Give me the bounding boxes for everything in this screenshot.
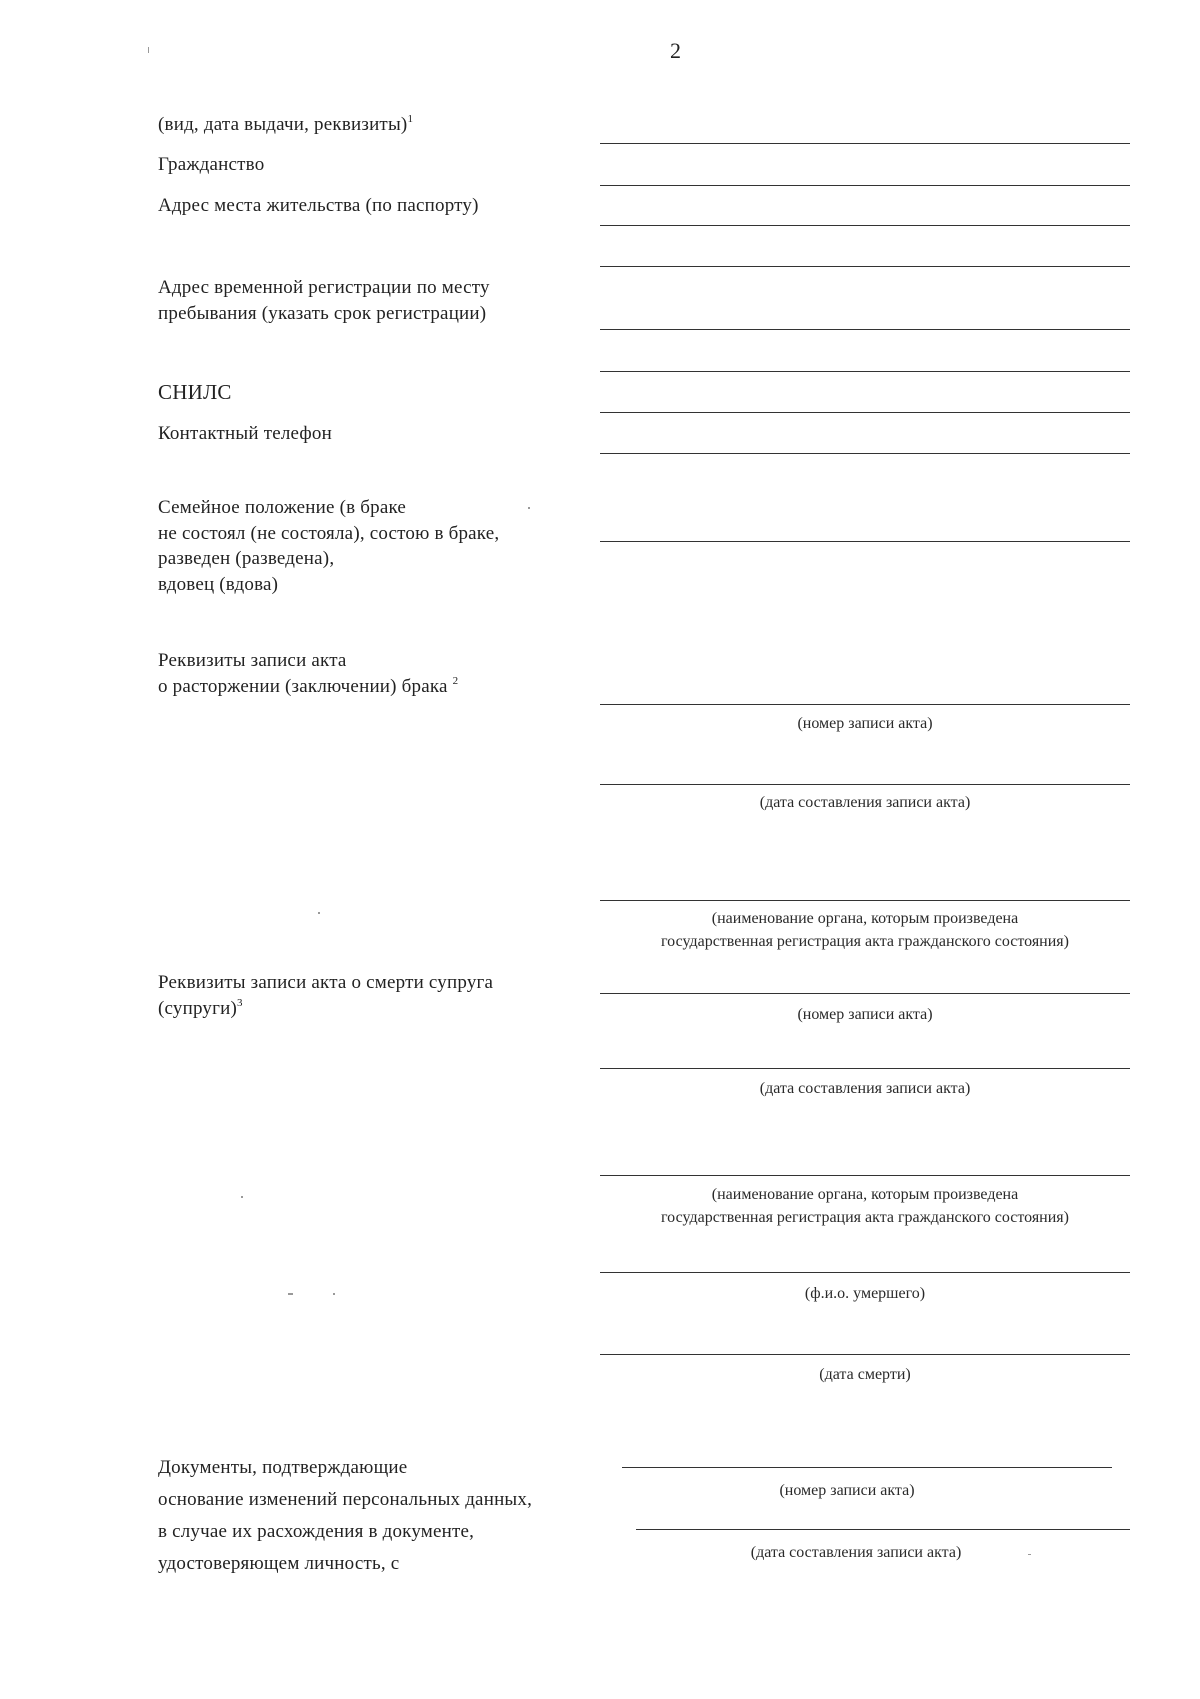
scan-speck	[241, 1196, 243, 1198]
temp-registration-label-line2: пребывания (указать срок регистрации)	[158, 303, 487, 324]
death-record-label-line1: Реквизиты записи акта о смерти супруга	[158, 972, 494, 993]
deceased-name-caption: (ф.и.о. умершего)	[804, 1285, 926, 1302]
death-authority-caption-line2: государственная регистрация акта гражданского состояния)	[661, 1209, 1069, 1226]
temp-registration-label-line1: Адрес временной регистрации по месту	[158, 277, 490, 298]
citizenship-label: Гражданство	[158, 154, 265, 175]
snils-label: СНИЛС	[158, 380, 232, 404]
marriage-record-number-line[interactable]	[600, 704, 1130, 705]
marriage-record-date-line[interactable]	[600, 784, 1130, 785]
id-document-input-line[interactable]	[600, 143, 1130, 144]
death-record-number-line[interactable]	[600, 993, 1130, 994]
marriage-record-label-line1: Реквизиты записи акта	[158, 650, 347, 671]
death-record-number-caption: (номер записи акта)	[797, 1006, 933, 1023]
scan-speck	[288, 1293, 293, 1295]
phone-input-line[interactable]	[600, 453, 1130, 454]
documents-record-number-caption: (номер записи акта)	[779, 1482, 915, 1499]
marriage-authority-caption-line2: государственная регистрация акта гражданского состояния)	[661, 933, 1069, 950]
documents-label-line4: удостоверяющем личность, с	[158, 1553, 400, 1574]
temp-registration-input-line[interactable]	[600, 329, 1130, 330]
marital-status-label-line4: вдовец (вдова)	[158, 574, 279, 595]
death-date-line[interactable]	[600, 1354, 1130, 1355]
scan-speck	[1028, 1554, 1031, 1555]
marital-status-label-line1: Семейное положение (в браке	[158, 497, 407, 518]
citizenship-input-line[interactable]	[600, 185, 1130, 186]
documents-record-date-line[interactable]	[636, 1529, 1130, 1530]
page-number: 2	[670, 38, 681, 63]
marriage-record-date-caption: (дата составления записи акта)	[759, 794, 971, 811]
marriage-record-label-line2: о расторжении (заключении) брака $^2$	[158, 675, 459, 697]
marital-status-input-line[interactable]	[600, 541, 1130, 542]
death-authority-caption-line1: (наименование органа, которым произведена	[711, 1186, 1019, 1203]
marital-status-label-line2: не состоял (не состояла), состою в браке,	[158, 523, 500, 544]
death-record-label-line2: (супруги)$^3$	[158, 997, 243, 1019]
death-record-date-line[interactable]	[600, 1068, 1130, 1069]
marital-status-label-line3: разведен (разведена),	[158, 548, 335, 569]
scan-speck	[148, 47, 149, 53]
documents-label-line2: основание изменений персональных данных,	[158, 1489, 533, 1510]
residence-address-input-line[interactable]	[600, 225, 1130, 226]
documents-record-date-caption: (дата составления записи акта)	[750, 1544, 962, 1561]
death-date-caption: (дата смерти)	[819, 1366, 911, 1383]
documents-label-line1: Документы, подтверждающие	[158, 1457, 408, 1478]
death-record-date-caption: (дата составления записи акта)	[759, 1080, 971, 1097]
documents-record-number-line[interactable]	[622, 1467, 1112, 1468]
deceased-name-line[interactable]	[600, 1272, 1130, 1273]
temp-registration-input-line-2[interactable]	[600, 371, 1130, 372]
marriage-authority-caption-line1: (наименование органа, которым произведена	[711, 910, 1019, 927]
snils-input-line[interactable]	[600, 412, 1130, 413]
marriage-record-number-caption: (номер записи акта)	[797, 715, 933, 732]
id-document-label: (вид, дата выдачи, реквизиты)$^1$	[158, 113, 414, 135]
phone-label: Контактный телефон	[158, 423, 332, 444]
residence-address-input-line-2[interactable]	[600, 266, 1130, 267]
marriage-authority-line[interactable]	[600, 900, 1130, 901]
documents-label-line3: в случае их расхождения в документе,	[158, 1521, 475, 1542]
scan-speck	[318, 912, 320, 914]
scan-speck	[333, 1293, 335, 1295]
scan-speck	[528, 507, 530, 509]
residence-address-label: Адрес места жительства (по паспорту)	[158, 195, 479, 216]
death-authority-line[interactable]	[600, 1175, 1130, 1176]
